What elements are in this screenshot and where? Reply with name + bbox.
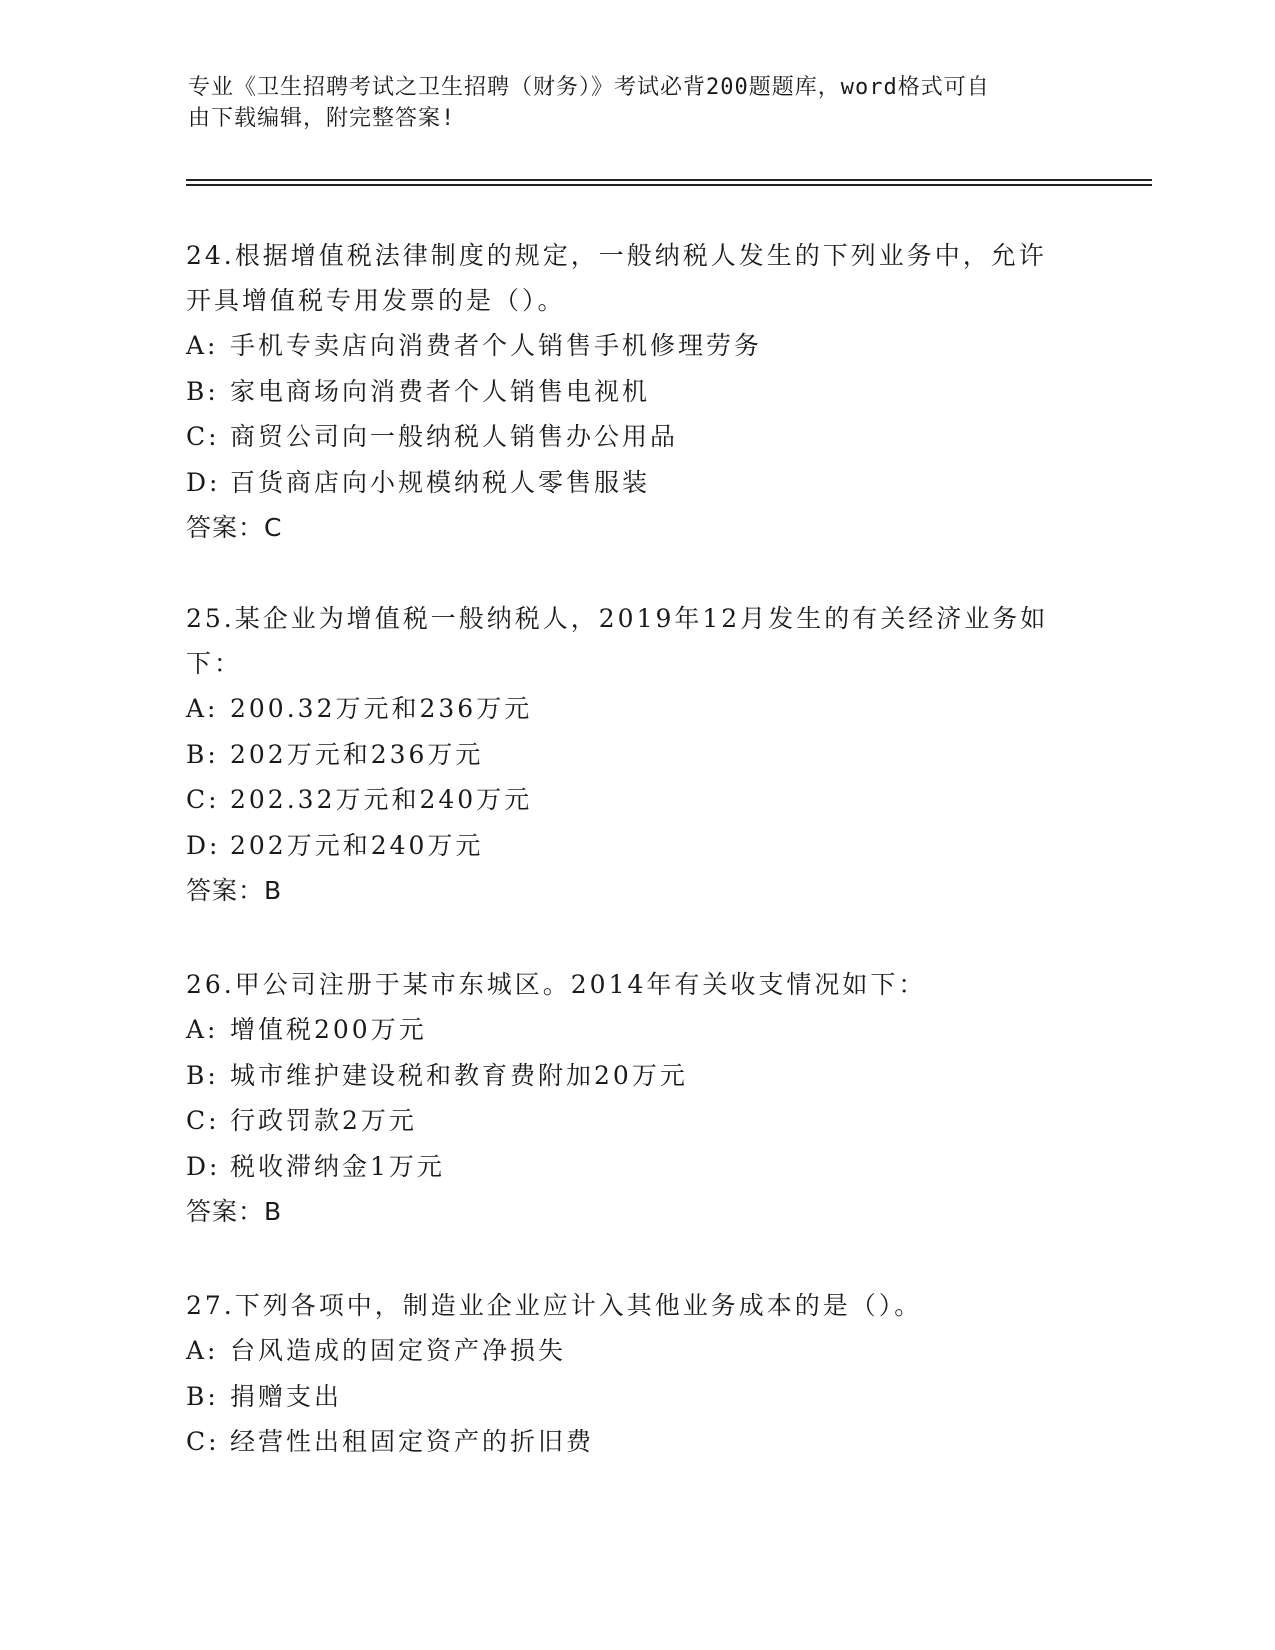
option-key: B: — [186, 376, 219, 406]
question-24 — [186, 233, 1086, 550]
option-text: 增值税200万元 — [230, 1015, 427, 1044]
option-key: A: — [186, 1336, 219, 1365]
option-a — [186, 1328, 1086, 1374]
option-text: 捐赠支出 — [230, 1381, 343, 1411]
option-key: C: — [186, 785, 220, 814]
option-text: 手机专卖店向消费者个人销售手机修理劳务 — [230, 331, 763, 360]
option-c — [186, 1419, 1086, 1465]
option-b — [186, 369, 1086, 415]
header-line-2: 由下载编辑，附完整答案! — [188, 106, 456, 131]
option-key: C: — [186, 1106, 220, 1135]
option-c — [186, 777, 1086, 823]
option-key: B: — [186, 739, 219, 769]
option-key: B: — [186, 1381, 219, 1411]
question-stem-line-1: 25.某企业为增值税一般纳税人，2019年12月发生的有关经济业务如 — [186, 604, 1049, 633]
option-text: 税收滞纳金1万元 — [230, 1151, 445, 1181]
question-26 — [186, 962, 1086, 1234]
option-b — [186, 1374, 1086, 1420]
option-key: A: — [186, 1015, 219, 1044]
question-stem — [186, 596, 1086, 686]
question-stem — [186, 1283, 1086, 1328]
option-text: 经营性出租固定资产的折旧费 — [230, 1427, 595, 1456]
option-text: 202万元和240万元 — [230, 830, 484, 860]
option-key: D: — [186, 1151, 221, 1181]
header-divider-bottom — [186, 184, 1152, 186]
question-stem-line-2: 开具增值税专用发票的是（）。 — [186, 286, 566, 315]
header-line-1: 专业《卫生招聘考试之卫生招聘（财务）》考试必背200题题库，word格式可自 — [188, 75, 990, 100]
option-key: C: — [186, 1427, 220, 1456]
option-key: A: — [186, 694, 219, 723]
answer: 答案：C — [186, 513, 283, 542]
option-text: 城市维护建设税和教育费附加20万元 — [230, 1060, 688, 1090]
option-d — [186, 823, 1086, 869]
question-stem-line-1: 24.根据增值税法律制度的规定，一般纳税人发生的下列业务中，允许 — [186, 241, 1047, 270]
option-text: 百货商店向小规模纳税人零售服装 — [230, 467, 651, 497]
option-a — [186, 686, 1086, 732]
question-stem — [186, 962, 1086, 1007]
option-d — [186, 1144, 1086, 1190]
option-a — [186, 1007, 1086, 1053]
option-text: 行政罚款2万元 — [230, 1106, 417, 1135]
option-a — [186, 323, 1086, 369]
option-c — [186, 414, 1086, 460]
question-stem-line-2: 下： — [186, 649, 243, 678]
option-text: 202万元和236万元 — [230, 739, 484, 769]
option-key: C: — [186, 422, 220, 451]
question-25 — [186, 596, 1086, 913]
option-key: D: — [186, 830, 221, 860]
option-c — [186, 1098, 1086, 1144]
option-key: B: — [186, 1060, 219, 1090]
answer: 答案：B — [186, 876, 283, 905]
option-text: 家电商场向消费者个人销售电视机 — [230, 376, 651, 406]
option-b — [186, 1053, 1086, 1099]
question-stem — [186, 233, 1086, 323]
option-text: 200.32万元和236万元 — [230, 694, 533, 723]
option-d — [186, 460, 1086, 506]
question-stem-line-1: 26.甲公司注册于某市东城区。2014年有关收支情况如下： — [186, 970, 927, 999]
option-text: 202.32万元和240万元 — [230, 785, 533, 814]
option-b — [186, 732, 1086, 778]
option-text: 台风造成的固定资产净损失 — [230, 1336, 567, 1365]
document-header — [188, 72, 1088, 134]
header-divider-top — [186, 179, 1152, 181]
question-stem-line-1: 27.下列各项中，制造业企业应计入其他业务成本的是（）。 — [186, 1291, 923, 1320]
answer: 答案：B — [186, 1197, 283, 1226]
question-27 — [186, 1283, 1086, 1465]
option-key: D: — [186, 467, 221, 497]
option-key: A: — [186, 331, 219, 360]
option-text: 商贸公司向一般纳税人销售办公用品 — [230, 422, 679, 451]
